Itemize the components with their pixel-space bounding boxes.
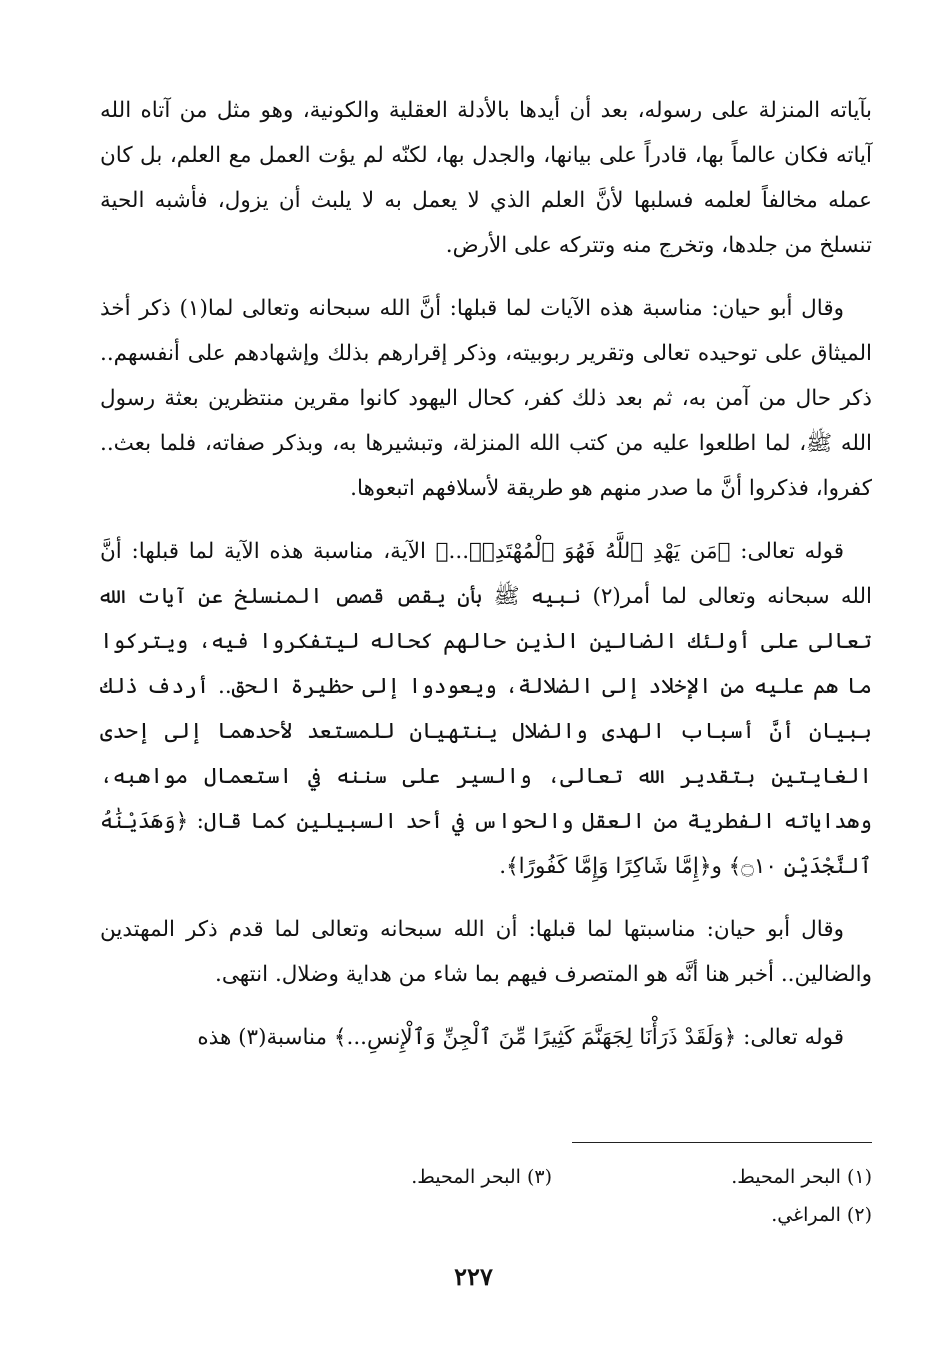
footnotes: [100, 1158, 872, 1234]
footnote-divider: [572, 1142, 872, 1143]
paragraph-1: بآياته المنزلة على رسوله، بعد أن أيدها بالأدلة العقلية والكونية، وهو مثل من آتاه الله آياته فكان عالماً بها، قادراً على بيانها، والجدل بها، لكنّه لم يؤت العمل مع العلم، بل كان عمله مخالفاً لعلمه فسلبها لأنَّ العلم الذي لا يعمل به لا يلبث أن يزول، فأشبه الحية تنسلخ من جلدها، وتخرج منه وتتركه على الأرض.: [100, 98, 872, 258]
page-body: [100, 88, 872, 1078]
footnote-3: (٣) البحر المحيط.: [411, 1166, 552, 1188]
footnote-1: (١) البحر المحيط.: [731, 1166, 872, 1188]
paragraph-5: قوله تعالى: ﴿وَلَقَدْ ذَرَأْنَا لِجَهَنَّمَ كَثِيرًا مِّنَ ٱلْجِنِّ وَٱلْإِنسِ...﴾ مناسبة(٣) هذه: [197, 1025, 844, 1050]
footnote-2: (٢) المراغي.: [771, 1204, 872, 1226]
footnote-row-2: [100, 1196, 872, 1234]
paragraph-2: وقال أبو حيان: مناسبة هذه الآيات لما قبلها: أنَّ الله سبحانه وتعالى لما(١) ذكر أخذ الميثاق على توحيده تعالى وتقرير ربوبيته، وذكر إقرارهم بذلك وإشهادهم على أنفسهم.. ذكر حال من آمن به، ثم بعد ذلك كفر، كحال اليهود كانوا مقرين منتظرين بعثة رسول الله ﷺ، لما اطلعوا عليه من كتب الله المنزلة، وتبشيرها به، وبذكر صفاته، فلما بعث.. كفروا، فذكروا أنَّ ما صدر منهم هو طريقة لأسلافهم اتبعوها.: [100, 296, 872, 501]
paragraph-4: وقال أبو حيان: مناسبتها لما قبلها: أن الله سبحانه وتعالى لما قدم ذكر المهتدين والضالين.. أخبر هنا أنَّه هو المتصرف فيهم بما شاء من هداية وضلال. انتهى.: [100, 917, 872, 987]
footnote-row-1: [100, 1158, 872, 1196]
paragraph-3: قوله تعالى: ﴿مَن يَهْدِ ٱللَّهُ فَهُوَ ٱلْمُهْتَدِىۖ...﴾ الآية، مناسبة هذه الآية لما قبلها: أنَّ الله سبحانه وتعالى لما أمر(٢) نبيه ﷺ بأن يقص قصص المنسلخ عن آيات الله تعالى على أولئك الضالين الذين حالهم كحاله ليتفكروا فيه، ويتركوا ما هم عليه من الإخلاد إلى الضلالة، ويعودوا إلى حظيرة الحق.. أردف ذلك ببيان أنَّ أسباب الهدى والضلال ينتهيان للمستعد لأحدهما إلى إحدى الغايتين بتقدير الله تعالى، والسير على سننه في استعمال مواهبه، وهداياته الفطرية من العقل والحواس في أحد السبيلين كما قال: ﴿وَهَدَيْنَٰهُ ٱلنَّجْدَيْنِ ۝١٠﴾ و﴿إِمَّا شَاكِرًا وَإِمَّا كَفُورًا﴾.: [100, 539, 873, 879]
page-number: ٢٢٧: [454, 1262, 493, 1291]
